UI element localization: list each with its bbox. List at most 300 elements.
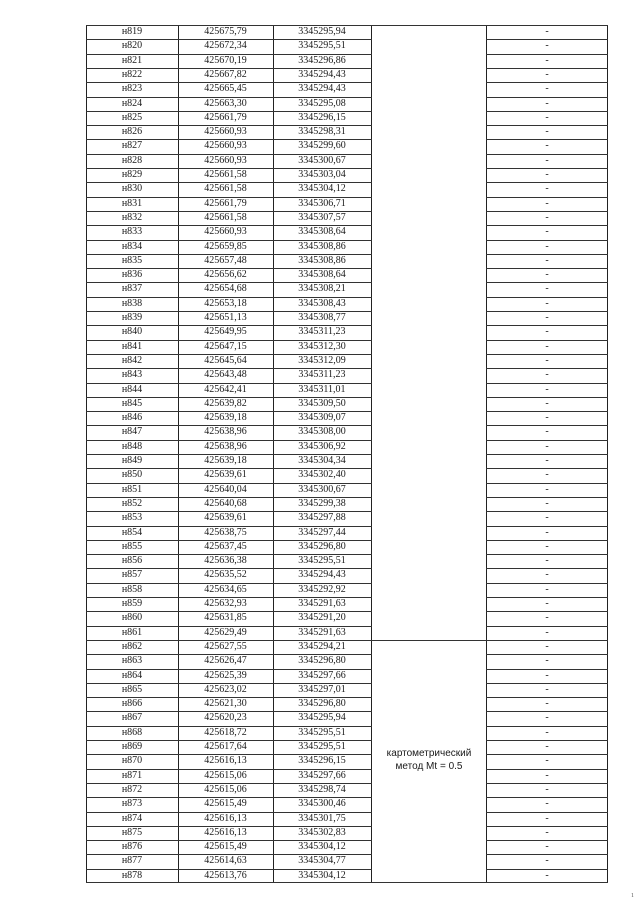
row-divider <box>486 182 608 183</box>
table-border-bottom <box>86 882 608 883</box>
table-row <box>86 640 608 654</box>
status-dash: - <box>545 669 549 681</box>
status-dash: - <box>545 483 549 495</box>
coord-y: 3345299,60 <box>298 140 346 152</box>
point-id: н831 <box>121 197 143 209</box>
coord-y: 3345301,75 <box>298 812 346 824</box>
point-id: н874 <box>121 812 143 824</box>
status-dash: - <box>545 526 549 538</box>
coord-x: 425629,49 <box>204 626 247 638</box>
row-divider <box>86 182 372 183</box>
coord-y: 3345308,43 <box>298 297 346 309</box>
point-id: н822 <box>121 68 143 80</box>
point-id: н857 <box>121 569 143 581</box>
row-divider <box>486 826 608 827</box>
coord-y: 3345296,80 <box>298 698 346 710</box>
table-row <box>86 311 608 325</box>
status-dash: - <box>545 712 549 724</box>
table-row <box>86 626 608 640</box>
table-row <box>86 354 608 368</box>
row-divider <box>86 654 372 655</box>
status-dash: - <box>545 126 549 138</box>
row-divider <box>486 111 608 112</box>
coord-x: 425661,58 <box>204 211 247 223</box>
coord-x: 425615,49 <box>204 841 247 853</box>
table-row <box>86 769 608 783</box>
row-divider <box>486 554 608 555</box>
coord-x: 425639,61 <box>204 469 247 481</box>
coord-y: 3345306,92 <box>298 440 346 452</box>
row-divider <box>86 683 372 684</box>
coord-x: 425614,63 <box>204 855 247 867</box>
coord-y: 3345306,71 <box>298 197 346 209</box>
point-id: н834 <box>121 240 143 252</box>
coord-y: 3345295,94 <box>298 712 346 724</box>
point-id: н878 <box>121 869 143 881</box>
row-divider <box>86 240 372 241</box>
row-divider <box>86 282 372 283</box>
coord-x: 425663,30 <box>204 97 247 109</box>
coord-x: 425613,76 <box>204 869 247 881</box>
row-divider <box>86 68 372 69</box>
row-divider <box>486 311 608 312</box>
status-dash: - <box>545 512 549 524</box>
coord-y: 3345311,23 <box>298 369 346 381</box>
coord-x: 425615,06 <box>204 769 247 781</box>
row-divider <box>86 154 372 155</box>
table-row <box>86 254 608 268</box>
row-divider <box>486 812 608 813</box>
table-row <box>86 511 608 525</box>
point-id: н873 <box>121 798 143 810</box>
table-row <box>86 440 608 454</box>
row-divider <box>486 354 608 355</box>
point-id: н872 <box>121 783 143 795</box>
point-id: н847 <box>121 426 143 438</box>
coord-y: 3345291,63 <box>298 598 346 609</box>
coord-y: 3345298,74 <box>298 783 346 795</box>
point-id: н868 <box>121 726 143 738</box>
table-row <box>86 125 608 139</box>
point-id: н820 <box>121 40 143 52</box>
coord-y: 3345300,46 <box>298 798 346 810</box>
row-divider <box>486 583 608 584</box>
coord-y: 3345309,07 <box>298 412 346 424</box>
point-id: н839 <box>121 312 143 323</box>
status-dash: - <box>545 397 549 409</box>
point-id: н819 <box>121 26 143 37</box>
coord-y: 3345303,04 <box>298 169 346 180</box>
coord-y: 3345304,12 <box>298 183 346 195</box>
coord-x: 425640,04 <box>204 483 247 495</box>
status-dash: - <box>545 226 549 238</box>
status-dash: - <box>545 240 549 252</box>
row-divider <box>486 797 608 798</box>
coord-x: 425649,95 <box>204 326 247 338</box>
coord-y: 3345294,21 <box>298 640 346 652</box>
table-row <box>86 197 608 211</box>
coord-x: 425675,79 <box>204 26 247 37</box>
row-divider <box>486 840 608 841</box>
coord-x: 425653,18 <box>204 297 247 309</box>
coord-x: 425616,13 <box>204 755 247 767</box>
row-divider <box>86 754 372 755</box>
method-name: картометрический <box>386 748 472 759</box>
row-divider <box>86 54 372 55</box>
coord-y: 3345304,12 <box>298 869 346 881</box>
table-row <box>86 154 608 168</box>
coord-y: 3345295,51 <box>298 741 346 752</box>
coord-x: 425661,58 <box>204 169 247 180</box>
point-id: н864 <box>121 669 143 681</box>
table-row <box>86 783 608 797</box>
table-row <box>86 583 608 597</box>
coord-y: 3345300,67 <box>298 154 346 166</box>
row-divider <box>486 711 608 712</box>
table-row <box>86 568 608 582</box>
table-row <box>86 54 608 68</box>
table-row <box>86 268 608 282</box>
coord-x: 425640,68 <box>204 497 247 509</box>
table-row <box>86 82 608 96</box>
coord-y: 3345294,43 <box>298 68 346 80</box>
row-divider <box>86 526 372 527</box>
status-dash: - <box>545 440 549 452</box>
coord-y: 3345291,20 <box>298 612 346 624</box>
row-divider <box>486 397 608 398</box>
row-divider <box>486 854 608 855</box>
row-divider <box>86 869 372 870</box>
row-divider <box>486 468 608 469</box>
table-row <box>86 654 608 668</box>
point-id: н830 <box>121 183 143 195</box>
row-divider <box>86 769 372 770</box>
table-row <box>86 669 608 683</box>
coord-x: 425643,48 <box>204 369 247 381</box>
status-dash: - <box>545 326 549 338</box>
coord-y: 3345297,44 <box>298 526 346 538</box>
row-divider <box>86 168 372 169</box>
row-divider <box>486 54 608 55</box>
row-divider <box>486 754 608 755</box>
status-dash: - <box>545 426 549 438</box>
coord-x: 425617,64 <box>204 741 247 752</box>
row-divider <box>486 783 608 784</box>
status-dash: - <box>545 297 549 309</box>
table-row <box>86 726 608 740</box>
point-id: н829 <box>121 169 143 180</box>
status-dash: - <box>545 583 549 595</box>
point-id: н821 <box>121 54 143 66</box>
row-divider <box>86 139 372 140</box>
coord-y: 3345307,57 <box>298 211 346 223</box>
row-divider <box>486 626 608 627</box>
row-divider <box>86 397 372 398</box>
coord-y: 3345311,23 <box>298 326 346 338</box>
coordinates-table <box>86 25 608 883</box>
table-row <box>86 340 608 354</box>
row-divider <box>86 340 372 341</box>
row-divider <box>486 511 608 512</box>
row-divider <box>86 583 372 584</box>
point-id: н859 <box>121 598 143 609</box>
status-dash: - <box>545 140 549 152</box>
status-dash: - <box>545 412 549 424</box>
status-dash: - <box>545 83 549 95</box>
row-divider <box>86 797 372 798</box>
table-row <box>86 25 608 39</box>
table-row <box>86 68 608 82</box>
row-divider <box>486 139 608 140</box>
table-row <box>86 111 608 125</box>
row-divider <box>86 254 372 255</box>
row-divider <box>86 211 372 212</box>
row-divider <box>486 483 608 484</box>
row-divider <box>486 526 608 527</box>
coord-y: 3345308,64 <box>298 269 346 281</box>
point-id: н848 <box>121 440 143 452</box>
coord-x: 425656,62 <box>204 269 247 281</box>
row-divider <box>86 497 372 498</box>
table-row <box>86 854 608 868</box>
coord-y: 3345295,51 <box>298 555 346 567</box>
status-dash: - <box>545 598 549 609</box>
table-row <box>86 683 608 697</box>
coord-y: 3345308,86 <box>298 254 346 266</box>
status-dash: - <box>545 340 549 352</box>
row-divider <box>486 440 608 441</box>
row-divider <box>486 411 608 412</box>
coord-y: 3345295,94 <box>298 26 346 37</box>
status-dash: - <box>545 726 549 738</box>
status-dash: - <box>545 841 549 853</box>
row-divider <box>486 282 608 283</box>
table-row <box>86 282 608 296</box>
coord-y: 3345312,30 <box>298 340 346 352</box>
point-id: н837 <box>121 283 143 295</box>
status-dash: - <box>545 497 549 509</box>
table-row <box>86 611 608 625</box>
status-dash: - <box>545 683 549 695</box>
coord-y: 3345296,15 <box>298 755 346 767</box>
point-id: н866 <box>121 698 143 710</box>
status-dash: - <box>545 826 549 838</box>
point-id: н855 <box>121 540 143 552</box>
point-id: н867 <box>121 712 143 724</box>
coord-y: 3345308,21 <box>298 283 346 295</box>
row-divider <box>86 354 372 355</box>
coord-x: 425615,06 <box>204 783 247 795</box>
coord-y: 3345296,15 <box>298 111 346 123</box>
coord-x: 425654,68 <box>204 283 247 295</box>
table-row <box>86 97 608 111</box>
row-divider <box>486 368 608 369</box>
coord-x: 425620,23 <box>204 712 247 724</box>
point-id: н849 <box>121 455 143 466</box>
coord-x: 425621,30 <box>204 698 247 710</box>
status-dash: - <box>545 755 549 767</box>
row-divider <box>86 711 372 712</box>
coord-x: 425642,41 <box>204 383 247 395</box>
row-divider <box>86 25 608 26</box>
table-row <box>86 697 608 711</box>
coord-y: 3345312,09 <box>298 354 346 366</box>
status-dash: - <box>545 354 549 366</box>
status-dash: - <box>545 97 549 109</box>
coord-x: 425639,18 <box>204 455 247 466</box>
row-divider <box>86 611 372 612</box>
table-row <box>86 139 608 153</box>
coord-y: 3345295,51 <box>298 40 346 52</box>
coord-y: 3345299,38 <box>298 497 346 509</box>
coord-x: 425626,47 <box>204 655 247 667</box>
row-divider <box>486 82 608 83</box>
coord-y: 3345302,40 <box>298 469 346 481</box>
row-divider <box>86 726 372 727</box>
coord-x: 425639,82 <box>204 397 247 409</box>
coord-x: 425647,15 <box>204 340 247 352</box>
coord-x: 425661,79 <box>204 111 247 123</box>
row-divider <box>86 39 372 40</box>
table-row <box>86 325 608 339</box>
point-id: н826 <box>121 126 143 138</box>
coord-y: 3345304,12 <box>298 841 346 853</box>
table-row <box>86 211 608 225</box>
row-divider <box>86 368 372 369</box>
table-row <box>86 840 608 854</box>
table-row <box>86 468 608 482</box>
table-row <box>86 812 608 826</box>
coord-x: 425661,79 <box>204 197 247 209</box>
coord-y: 3345300,67 <box>298 483 346 495</box>
point-id: н875 <box>121 826 143 838</box>
point-id: н877 <box>121 855 143 867</box>
row-divider <box>486 425 608 426</box>
coord-x: 425631,85 <box>204 612 247 624</box>
coord-x: 425638,96 <box>204 440 247 452</box>
row-divider <box>86 468 372 469</box>
coord-y: 3345304,77 <box>298 855 346 867</box>
point-id: н851 <box>121 483 143 495</box>
coord-x: 425639,61 <box>204 512 247 524</box>
table-row <box>86 740 608 754</box>
coord-x: 425665,45 <box>204 83 247 95</box>
point-id: н835 <box>121 254 143 266</box>
row-divider <box>486 726 608 727</box>
table-row <box>86 182 608 196</box>
row-divider <box>86 826 372 827</box>
table-row <box>86 526 608 540</box>
coord-x: 425651,13 <box>204 312 247 323</box>
point-id: н850 <box>121 469 143 481</box>
coord-x: 425636,38 <box>204 555 247 567</box>
coord-y: 3345296,80 <box>298 655 346 667</box>
row-divider <box>486 669 608 670</box>
status-dash: - <box>545 612 549 624</box>
status-dash: - <box>545 555 549 567</box>
row-divider <box>486 454 608 455</box>
row-divider <box>486 125 608 126</box>
coord-x: 425637,45 <box>204 540 247 552</box>
coord-x: 425639,18 <box>204 412 247 424</box>
coord-x: 425660,93 <box>204 126 247 138</box>
status-dash: - <box>545 469 549 481</box>
point-id: н828 <box>121 154 143 166</box>
status-dash: - <box>545 455 549 466</box>
table-row <box>86 754 608 768</box>
point-id: н836 <box>121 269 143 281</box>
row-divider <box>86 640 608 641</box>
coord-x: 425660,93 <box>204 154 247 166</box>
table-row <box>86 711 608 725</box>
row-divider <box>486 39 608 40</box>
status-dash: - <box>545 769 549 781</box>
row-divider <box>486 769 608 770</box>
row-divider <box>86 854 372 855</box>
point-id: н854 <box>121 526 143 538</box>
row-divider <box>486 597 608 598</box>
coord-x: 425634,65 <box>204 583 247 595</box>
point-id: н863 <box>121 655 143 667</box>
table-row <box>86 483 608 497</box>
row-divider <box>86 97 372 98</box>
row-divider <box>486 654 608 655</box>
row-divider <box>486 197 608 198</box>
status-dash: - <box>545 54 549 66</box>
point-id: н823 <box>121 83 143 95</box>
row-divider <box>86 225 372 226</box>
point-id: н865 <box>121 683 143 695</box>
coord-y: 3345309,50 <box>298 397 346 409</box>
row-divider <box>486 869 608 870</box>
row-divider <box>86 311 372 312</box>
row-divider <box>86 669 372 670</box>
point-id: н844 <box>121 383 143 395</box>
status-dash: - <box>545 540 549 552</box>
status-dash: - <box>545 855 549 867</box>
table-row <box>86 497 608 511</box>
row-divider <box>486 568 608 569</box>
coord-y: 3345308,00 <box>298 426 346 438</box>
status-dash: - <box>545 698 549 710</box>
row-divider <box>86 111 372 112</box>
status-dash: - <box>545 183 549 195</box>
status-dash: - <box>545 169 549 180</box>
status-dash: - <box>545 254 549 266</box>
point-id: н845 <box>121 397 143 409</box>
point-id: н832 <box>121 211 143 223</box>
row-divider <box>86 697 372 698</box>
status-dash: - <box>545 211 549 223</box>
coord-y: 3345295,08 <box>298 97 346 109</box>
row-divider <box>86 554 372 555</box>
coord-x: 425635,52 <box>204 569 247 581</box>
coord-x: 425645,64 <box>204 354 247 366</box>
status-dash: - <box>545 283 549 295</box>
row-divider <box>86 511 372 512</box>
point-id: н853 <box>121 512 143 524</box>
point-id: н838 <box>121 297 143 309</box>
status-dash: - <box>545 626 549 638</box>
row-divider <box>486 697 608 698</box>
coord-x: 425667,82 <box>204 68 247 80</box>
coord-x: 425638,75 <box>204 526 247 538</box>
row-divider <box>86 82 372 83</box>
coord-y: 3345297,66 <box>298 769 346 781</box>
coord-x: 425625,39 <box>204 669 247 681</box>
coord-x: 425627,55 <box>204 640 247 652</box>
status-dash: - <box>545 312 549 323</box>
